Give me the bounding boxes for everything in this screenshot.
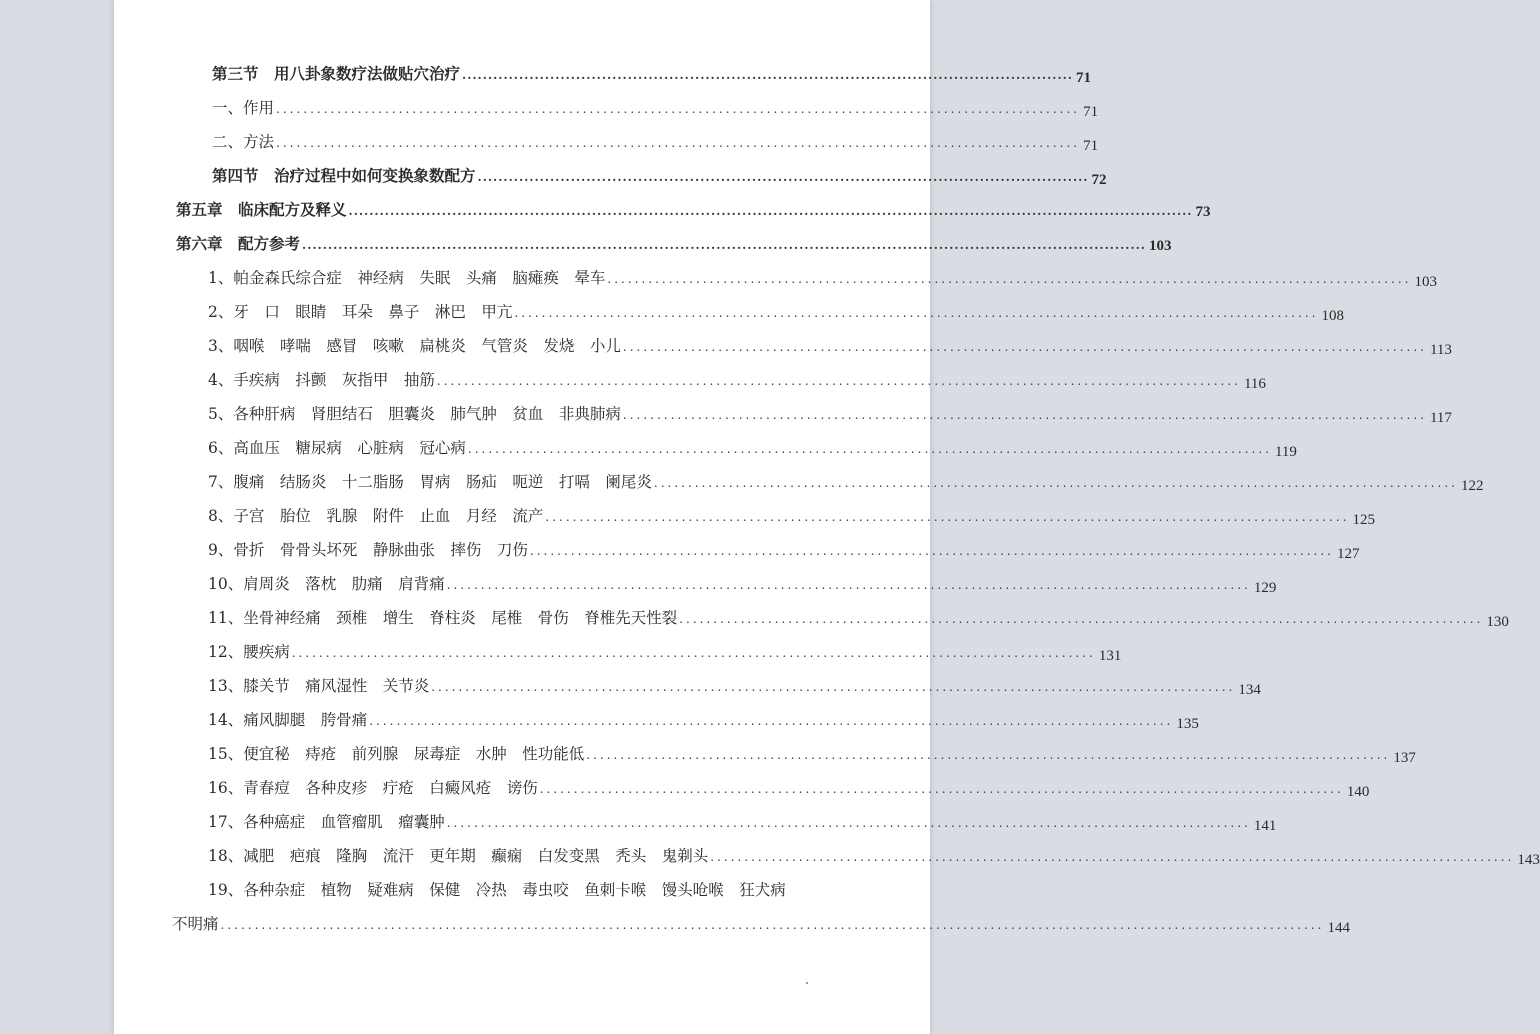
- toc-entry-page: 134: [1238, 682, 1261, 698]
- toc-entry-line[interactable]: 19、各种杂症 植物 疑难病 保健 冷热 毒虫咬 鱼刺卡喉 馒头呛喉 狂犬病: [208, 881, 786, 899]
- dot-leader: ......................................................................................................................: [586, 748, 1391, 762]
- toc-entry-page: 119: [1274, 444, 1297, 460]
- dot-leader: ......................................................................................................................: [545, 510, 1350, 524]
- dot-leader: ......................................................................................................................: [291, 646, 1096, 660]
- toc-entry-page: 130: [1486, 614, 1509, 630]
- dot-leader: ......................................................................................................................: [710, 850, 1515, 864]
- toc-entry-page: 131: [1098, 648, 1122, 664]
- dot-leader: ......................................................................................................................: [446, 578, 1251, 592]
- dot-leader: ......................................................................................................................: [446, 816, 1251, 830]
- toc-entry-page: 71: [1083, 104, 1099, 120]
- toc-entry[interactable]: [208, 710, 1199, 732]
- toc-entry[interactable]: [208, 778, 1370, 800]
- toc-entry-title: 8、子宫 胎位 乳腺 附件 止血 月经 流产: [208, 507, 544, 525]
- toc-entry-title: 第六章 配方参考: [176, 234, 301, 253]
- toc-entry-continuation[interactable]: [172, 914, 1350, 936]
- toc-entry[interactable]: [212, 132, 1099, 154]
- table-of-contents: [114, 0, 1540, 1034]
- toc-entry-title: 二、方法: [212, 133, 275, 151]
- toc-entry-title: 2、牙 口 眼睛 耳朵 鼻子 淋巴 甲亢: [208, 303, 513, 321]
- toc-entry-page: 117: [1429, 410, 1452, 426]
- toc-entry-page: 71: [1076, 70, 1091, 86]
- toc-entry-title: 18、减肥 疤痕 隆胸 流汗 更年期 癫痫 白发变黑 秃头 鬼剃头: [208, 847, 709, 865]
- toc-entry[interactable]: [208, 506, 1375, 528]
- dot-leader: ..................................................................................................................................................................: [220, 918, 1325, 932]
- dot-leader: ...................................................................................................................................................................: [302, 238, 1146, 252]
- dot-leader: ......................................................................................................................: [539, 782, 1344, 796]
- dot-leader: ......................................................................................................................: [622, 408, 1427, 422]
- dot-leader: ......................................................................................................................: [529, 544, 1334, 558]
- toc-entry[interactable]: [208, 642, 1122, 664]
- toc-entry-title: 第五章 临床配方及释义: [176, 200, 347, 219]
- toc-entry[interactable]: [208, 472, 1484, 494]
- toc-entry-title: 第四节 治疗过程中如何变换象数配方: [212, 166, 476, 185]
- toc-entry-page: 103: [1414, 274, 1437, 290]
- toc-entry[interactable]: [208, 540, 1360, 562]
- toc-entry[interactable]: [208, 404, 1452, 426]
- toc-entry-page: 137: [1393, 750, 1416, 766]
- dot-leader: ......................................................................................................................: [431, 680, 1236, 694]
- toc-entry[interactable]: [212, 166, 1107, 188]
- toc-entry-page: 129: [1253, 580, 1277, 596]
- dot-leader: ......................................................................................................................: [276, 102, 1081, 116]
- toc-entry[interactable]: [208, 608, 1509, 630]
- toc-entry[interactable]: [208, 846, 1540, 868]
- dot-leader: ......................................................................................................................: [653, 476, 1458, 490]
- toc-entry-title: 10、肩周炎 落枕 肋痛 肩背痛: [208, 575, 445, 593]
- toc-entry-page: 113: [1429, 342, 1452, 358]
- toc-entry-title: 不明痛: [172, 915, 219, 933]
- toc-entry-page: 73: [1195, 204, 1211, 220]
- dot-leader: ......................................................................................................................: [622, 340, 1427, 354]
- toc-entry-title: 12、腰疾病: [208, 643, 290, 661]
- toc-entry-title: 13、膝关节 痛风湿性 关节炎: [208, 677, 430, 695]
- toc-entry[interactable]: [212, 98, 1099, 120]
- dot-leader: ......................................................................................................................: [276, 136, 1081, 150]
- toc-entry[interactable]: [212, 64, 1091, 86]
- toc-entry-page: 122: [1460, 478, 1484, 494]
- dot-leader: ......................................................................................................................: [436, 374, 1241, 388]
- dot-leader: ......................................................................................................................: [477, 170, 1089, 184]
- document-page: [114, 0, 1540, 1034]
- toc-entry[interactable]: [208, 302, 1344, 324]
- toc-chapter[interactable]: [176, 234, 1172, 255]
- toc-entry-title: 9、骨折 骨骨头坏死 静脉曲张 摔伤 刀伤: [208, 541, 528, 559]
- toc-entry-page: 116: [1243, 376, 1266, 392]
- toc-entry-page: 125: [1352, 512, 1375, 528]
- toc-entry-title: 3、咽喉 哮喘 感冒 咳嗽 扁桃炎 气管炎 发烧 小儿: [208, 337, 621, 355]
- dot-leader: ......................................................................................................................: [467, 442, 1272, 456]
- toc-entry[interactable]: [208, 812, 1277, 834]
- scan-speck: [806, 982, 808, 984]
- toc-entry-page: 71: [1083, 138, 1099, 154]
- toc-entry-page: 103: [1149, 238, 1172, 254]
- toc-entry-page: 108: [1321, 308, 1344, 324]
- dot-leader: ......................................................................................................................: [462, 68, 1073, 82]
- dot-leader: ...................................................................................................................................................................: [348, 204, 1193, 218]
- toc-entry-title: 17、各种癌症 血管瘤肌 瘤囊肿: [208, 813, 445, 831]
- toc-entry-page: 72: [1091, 172, 1107, 188]
- toc-entry[interactable]: [208, 676, 1261, 698]
- toc-entry[interactable]: [208, 744, 1416, 766]
- toc-entry-title: 16、青春痘 各种皮疹 疔疮 白癜风疮 谤伤: [208, 779, 538, 797]
- toc-entry-title: 4、手疾病 抖颤 灰指甲 抽筋: [208, 371, 435, 389]
- toc-entry-page: 127: [1336, 546, 1360, 562]
- toc-entry-title: 第三节 用八卦象数疗法做贴穴治疗: [212, 64, 461, 83]
- toc-entry-page: 144: [1327, 920, 1350, 936]
- toc-entry-title: 11、坐骨神经痛 颈椎 增生 脊柱炎 尾椎 骨伤 脊椎先天性裂: [208, 609, 678, 627]
- toc-entry[interactable]: [208, 268, 1437, 290]
- toc-entry-page: 143: [1517, 852, 1540, 868]
- toc-entry-title: 7、腹痛 结肠炎 十二脂肠 胃病 肠疝 呃逆 打嗝 阑尾炎: [208, 473, 652, 491]
- toc-entry-title: 14、痛风脚腿 胯骨痛: [208, 711, 368, 729]
- toc-chapter[interactable]: [176, 200, 1211, 221]
- toc-entry-page: 140: [1346, 784, 1370, 800]
- dot-leader: ......................................................................................................................: [514, 306, 1319, 320]
- toc-entry-page: 135: [1176, 716, 1199, 732]
- toc-entry-title: 1、帕金森氏综合症 神经病 失眠 头痛 脑瘫痪 晕车: [208, 269, 606, 287]
- toc-entry[interactable]: [208, 574, 1277, 596]
- toc-entry-title: 6、高血压 糖尿病 心脏病 冠心病: [208, 439, 466, 457]
- toc-entry-title: 5、各种肝病 肾胆结石 胆囊炎 肺气肿 贫血 非典肺病: [208, 405, 621, 423]
- dot-leader: ......................................................................................................................: [679, 612, 1484, 626]
- toc-entry[interactable]: [208, 438, 1297, 460]
- toc-entry-title: 15、便宜秘 痔疮 前列腺 尿毒症 水肿 性功能低: [208, 745, 585, 763]
- toc-entry[interactable]: [208, 336, 1452, 358]
- toc-entry-title: 一、作用: [212, 99, 275, 117]
- dot-leader: ......................................................................................................................: [369, 714, 1174, 728]
- dot-leader: ......................................................................................................................: [607, 272, 1412, 286]
- toc-entry[interactable]: [208, 370, 1266, 392]
- toc-entry-page: 141: [1253, 818, 1277, 834]
